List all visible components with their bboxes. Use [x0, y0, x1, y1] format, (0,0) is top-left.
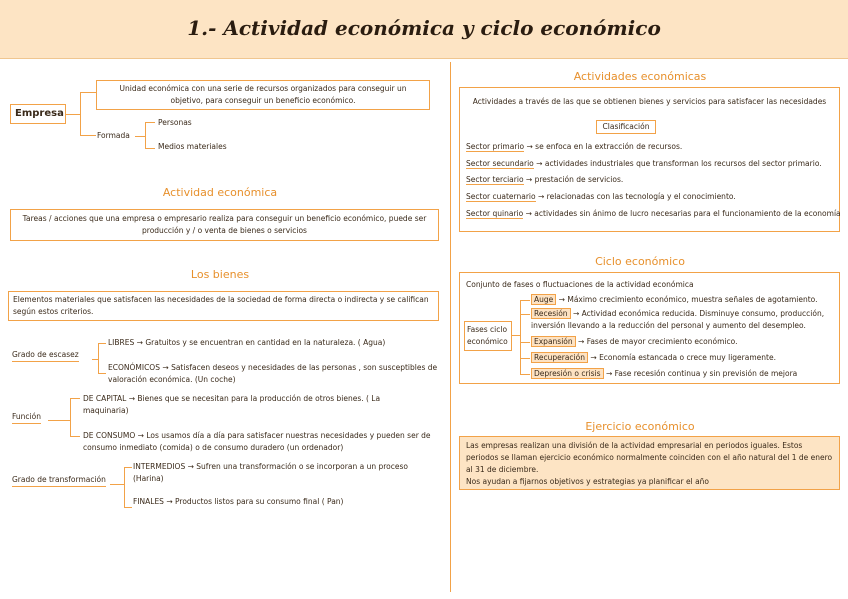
libres-row [108, 337, 385, 349]
sector-desc: actividades industriales que transforman los recursos del sector primario. [544, 159, 822, 168]
sector-row [466, 158, 822, 170]
connector [80, 92, 96, 93]
arrow-icon: → [572, 309, 580, 318]
economicos-term: ECONÓMICOS [108, 363, 160, 372]
bienes-title: Los bienes [190, 268, 250, 281]
connector [135, 136, 145, 137]
arrow-icon: → [605, 369, 613, 378]
arrow-icon: → [536, 159, 543, 168]
escasez-label: Grado de escasez [12, 349, 79, 362]
arrow-icon: → [525, 175, 533, 184]
formada-label: Formada [97, 131, 130, 140]
intermedios-term: INTERMEDIOS [133, 462, 186, 471]
capital-term: DE CAPITAL [83, 394, 127, 403]
arrow-icon: → [187, 462, 194, 471]
fase-desc: Actividad económica reducida. Disminuye consumo, producción, inversión llevando a la reducción del personal y aumento del desempleo. [531, 309, 825, 330]
connector [110, 484, 124, 485]
ciclo-economico-title: Ciclo económico [595, 255, 685, 268]
finales-text: Productos listos para su consumo final ( Pan) [175, 497, 344, 506]
sector-name: Sector secundario [466, 159, 534, 168]
fases-label: Fases ciclo económico [464, 321, 512, 351]
arrow-icon: → [537, 192, 545, 201]
fase-name: Expansión [531, 336, 576, 347]
sector-row [466, 191, 736, 203]
transformacion-label: Grado de transformación [12, 474, 106, 487]
sector-desc: actividades sin ánimo de lucro necesarias para el funcionamiento de la economía [534, 209, 841, 218]
libres-text: Gratuitos y se encuentran en cantidad en la naturaleza. ( Agua) [145, 338, 386, 347]
arrow-icon: → [137, 431, 144, 440]
actividades-intro: Actividades a través de las que se obtienen bienes y servicios para satisfacer las necesidades [472, 97, 827, 106]
actividades-economicas-title: Actividades económicas [573, 70, 707, 83]
sector-desc: prestación de servicios. [534, 175, 624, 184]
connector [66, 114, 80, 115]
sector-row [466, 141, 682, 153]
connector [520, 374, 530, 375]
connector [80, 92, 81, 136]
fase-row [531, 308, 836, 332]
consumo-text: Los usamos día a día para satisfacer nuestras necesidades y pueden ser de consumo inmediato (comida) o de consumo duradero (un ordenador) [83, 431, 431, 452]
clasificacion-label: Clasificación [596, 120, 656, 134]
finales-row [133, 496, 343, 508]
connector [70, 398, 71, 437]
finales-term: FINALES [133, 497, 164, 506]
connector [124, 467, 132, 468]
connector [98, 343, 106, 344]
actividad-economica-title: Actividad económica [162, 186, 278, 199]
sector-name: Sector primario [466, 142, 525, 151]
sector-desc: se enfoca en la extracción de recursos. [535, 142, 683, 151]
arrow-icon: → [166, 497, 173, 506]
connector [520, 358, 530, 359]
fase-name: Depresión o crisis [531, 368, 604, 379]
economicos-row [108, 362, 440, 386]
sector-row [466, 208, 841, 220]
arrow-icon: → [525, 209, 532, 218]
fase-name: Recuperación [531, 352, 588, 363]
ejercicio-text-1: Las empresas realizan una división de la actividad empresarial en periodos iguales. Estos periodos se llaman ejercicio económico normalmente coinciden con el año natural del 1 de enero al 31 de diciembre. [466, 441, 833, 474]
arrow-icon: → [136, 338, 143, 347]
connector [520, 300, 530, 301]
fase-desc: Fase recesión continua y sin previsión de mejora [614, 369, 798, 378]
connector [512, 335, 520, 336]
connector [145, 122, 146, 148]
intermedios-row [133, 461, 433, 485]
sector-row [466, 174, 623, 186]
fase-row [531, 352, 776, 364]
page-title: 1.- Actividad económica y ciclo económico [187, 16, 661, 40]
connector [98, 373, 106, 374]
formada-item: Personas [158, 118, 192, 127]
connector [520, 342, 530, 343]
sector-desc: relacionadas con las tecnología y el conocimiento. [546, 192, 736, 201]
connector [70, 398, 80, 399]
column-divider [450, 62, 451, 592]
fase-name: Recesión [531, 308, 571, 319]
arrow-icon: → [578, 337, 585, 346]
arrow-icon: → [558, 295, 565, 304]
bienes-definition: Elementos materiales que satisfacen las necesidades de la sociedad de forma directa o indirecta y se califican según estos criterios. [8, 291, 439, 321]
capital-row [83, 393, 423, 417]
consumo-row [83, 430, 445, 454]
fase-desc: Economía estancada o crece muy ligeramente. [599, 353, 776, 362]
sector-name: Sector quinario [466, 209, 524, 218]
arrow-icon: → [590, 353, 597, 362]
connector [145, 148, 155, 149]
actividad-economica-definition: Tareas / acciones que una empresa o empresario realiza para conseguir un beneficio económico, puede ser producción y / o venta de bienes o servicios [10, 209, 439, 241]
empresa-label-box [10, 104, 66, 124]
fase-desc: Fases de mayor crecimiento económico. [586, 337, 738, 346]
ejercicio-text-2: Nos ayudan a fijarnos objetivos y estrategias ya planificar el año [466, 477, 710, 486]
page-header [0, 0, 848, 59]
fase-row [531, 336, 737, 348]
connector [124, 507, 132, 508]
fase-name: Auge [531, 294, 556, 305]
connector [124, 467, 125, 508]
capital-text: Bienes que se necesitan para la producción de otros bienes. ( La maquinaria) [83, 394, 381, 415]
sector-name: Sector terciario [466, 175, 524, 184]
connector [145, 122, 155, 123]
fase-row [531, 368, 797, 380]
arrow-icon: → [128, 394, 135, 403]
empresa-label: Empresa [15, 108, 64, 119]
funcion-label: Función [12, 411, 41, 424]
fase-desc: Máximo crecimiento económico, muestra señales de agotamiento. [567, 295, 818, 304]
arrow-icon: → [162, 363, 169, 372]
connector [70, 436, 80, 437]
empresa-definition: Unidad económica con una serie de recursos organizados para conseguir un objetivo, para conseguir un beneficio económico. [96, 80, 430, 110]
economicos-text: Satisfacen deseos y necesidades de las personas , son susceptibles de valoración económica. (Un coche) [108, 363, 438, 384]
ejercicio-economico-box [459, 436, 840, 490]
connector [520, 314, 530, 315]
ciclo-intro: Conjunto de fases o fluctuaciones de la actividad económica [466, 280, 694, 289]
sector-name: Sector cuaternario [466, 192, 536, 201]
connector [520, 300, 521, 375]
connector [98, 343, 99, 374]
arrow-icon: → [526, 142, 533, 151]
intermedios-text: Sufren una transformación o se incorporan a un proceso (Harina) [133, 462, 408, 483]
fase-row [531, 294, 818, 306]
libres-term: LIBRES [108, 338, 135, 347]
connector [80, 135, 96, 136]
formada-item: Medios materiales [158, 142, 227, 151]
ejercicio-economico-title: Ejercicio económico [585, 420, 695, 433]
consumo-term: DE CONSUMO [83, 431, 136, 440]
connector [48, 420, 70, 421]
